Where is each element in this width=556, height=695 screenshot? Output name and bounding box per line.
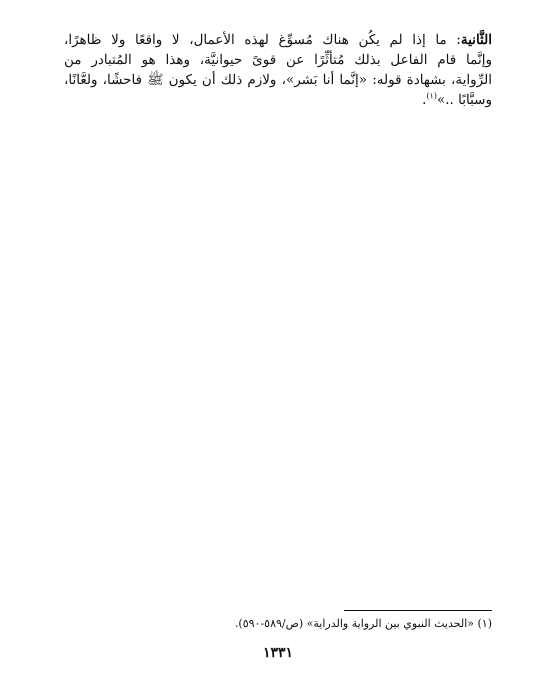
body-paragraph bbox=[64, 30, 492, 110]
body-line-end: . bbox=[422, 92, 427, 108]
footnote: (١) «الحديث النبوي بين الرواية والدراية» (ص/٥٨٩-٥٩٠). bbox=[234, 617, 492, 630]
body-line bbox=[64, 90, 492, 110]
body-line-text: وسبَّابًا ..» bbox=[436, 92, 492, 108]
footnote-reference[interactable]: (١) bbox=[426, 91, 437, 101]
body-line: الرِّواية، بشهادة قوله: «إنَّما أنا بَشر»، ولازم ذلك أن يكون ﷺ فاحشًا، ولعَّانًا، bbox=[64, 72, 492, 88]
body-line bbox=[64, 30, 492, 50]
paragraph-lead-word: الثَّانية bbox=[460, 32, 492, 48]
body-line: وإنَّما قام الفاعل بذلك مُتأثِّرًا عن قوىً حيوانيَّة، وهذا هو المُتبادر من bbox=[64, 52, 492, 68]
body-line-text: : ما إذا لم يكُن هناك مُسوِّغ لهذه الأعمال، لا واقعًا ولا ظاهرًا، bbox=[64, 32, 461, 48]
page-number: ١٣٣١ bbox=[262, 645, 294, 661]
footnote-divider bbox=[344, 610, 492, 611]
